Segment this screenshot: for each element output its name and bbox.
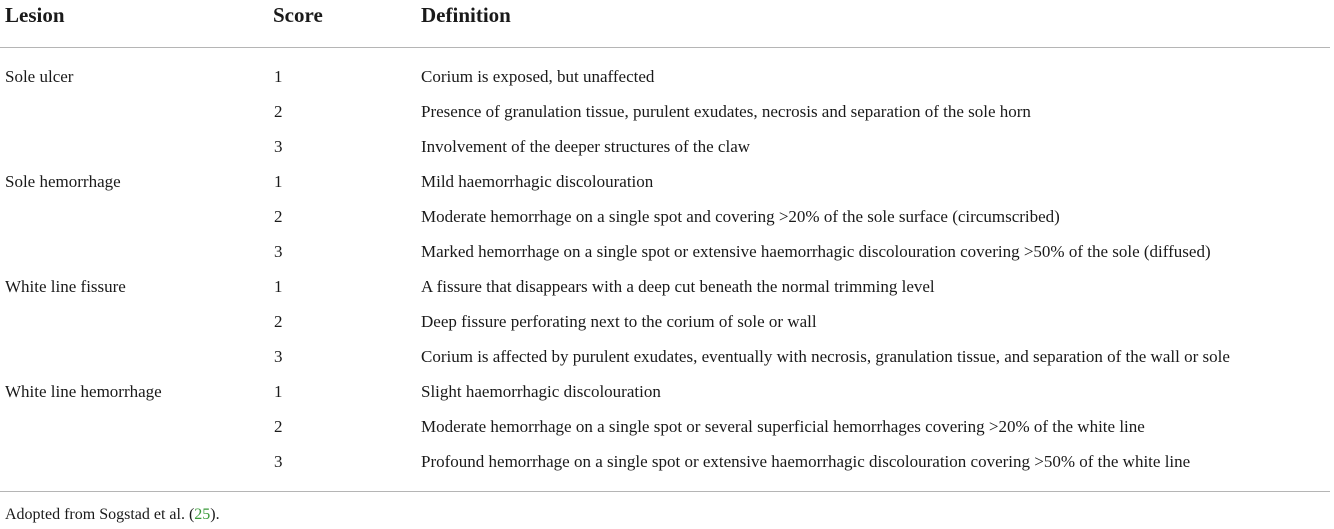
table-row: [0, 235, 1334, 270]
header-score: Score: [273, 3, 323, 27]
definition-cell: Profound hemorrhage on a single spot or extensive haemorrhagic discolouration covering >50% of the white line: [421, 452, 1191, 471]
definition-cell: Moderate hemorrhage on a single spot and covering >20% of the sole surface (circumscribed): [421, 207, 1060, 226]
score-cell: 3: [274, 347, 283, 366]
table-row: [0, 375, 1334, 410]
score-cell: 1: [274, 382, 283, 401]
table-row: [0, 445, 1334, 480]
lesion-cell: White line hemorrhage: [5, 382, 162, 401]
lesion-cell: White line fissure: [5, 277, 126, 296]
definition-cell: Corium is affected by purulent exudates, eventually with necrosis, granulation tissue, and separation of the wall or sole: [421, 347, 1230, 366]
table-row: [0, 200, 1334, 235]
table-footnote: [5, 505, 220, 525]
table-row: [0, 60, 1334, 95]
score-cell: 3: [274, 242, 283, 261]
lesion-cell: Sole ulcer: [5, 67, 74, 86]
table-row: [0, 165, 1334, 200]
definition-cell: A fissure that disappears with a deep cut beneath the normal trimming level: [421, 277, 935, 296]
table-row: [0, 340, 1334, 375]
score-cell: 2: [274, 102, 283, 121]
score-cell: 2: [274, 417, 283, 436]
definition-cell: Slight haemorrhagic discolouration: [421, 382, 661, 401]
definition-cell: Corium is exposed, but unaffected: [421, 67, 655, 86]
score-cell: 1: [274, 277, 283, 296]
table-row: [0, 130, 1334, 165]
table-row: [0, 95, 1334, 130]
definition-cell: Mild haemorrhagic discolouration: [421, 172, 654, 191]
lesion-cell: Sole hemorrhage: [5, 172, 121, 191]
table-header-row: [0, 0, 1334, 34]
reference-link[interactable]: 25: [194, 506, 211, 523]
definition-cell: Marked hemorrhage on a single spot or extensive haemorrhagic discolouration covering >50% of the sole (diffused): [421, 242, 1211, 261]
header-lesion: Lesion: [5, 3, 65, 27]
table-row: [0, 410, 1334, 445]
definition-cell: Presence of granulation tissue, purulent exudates, necrosis and separation of the sole horn: [421, 102, 1031, 121]
score-cell: 1: [274, 172, 283, 191]
footnote-suffix: ).: [210, 506, 220, 523]
score-cell: 3: [274, 137, 283, 156]
header-definition: Definition: [421, 3, 511, 27]
header-divider: [0, 47, 1330, 48]
score-cell: 2: [274, 207, 283, 226]
footnote-prefix: Adopted from Sogstad et al. (: [5, 506, 195, 523]
table-row: [0, 270, 1334, 305]
definition-cell: Involvement of the deeper structures of the claw: [421, 137, 751, 156]
table-row: [0, 305, 1334, 340]
score-cell: 3: [274, 452, 283, 471]
definition-cell: Moderate hemorrhage on a single spot or several superficial hemorrhages covering >20% of the white line: [421, 417, 1145, 436]
table-bottom-divider: [0, 491, 1330, 492]
definition-cell: Deep fissure perforating next to the corium of sole or wall: [421, 312, 817, 331]
score-cell: 2: [274, 312, 283, 331]
score-cell: 1: [274, 67, 283, 86]
table-body: [0, 60, 1334, 480]
